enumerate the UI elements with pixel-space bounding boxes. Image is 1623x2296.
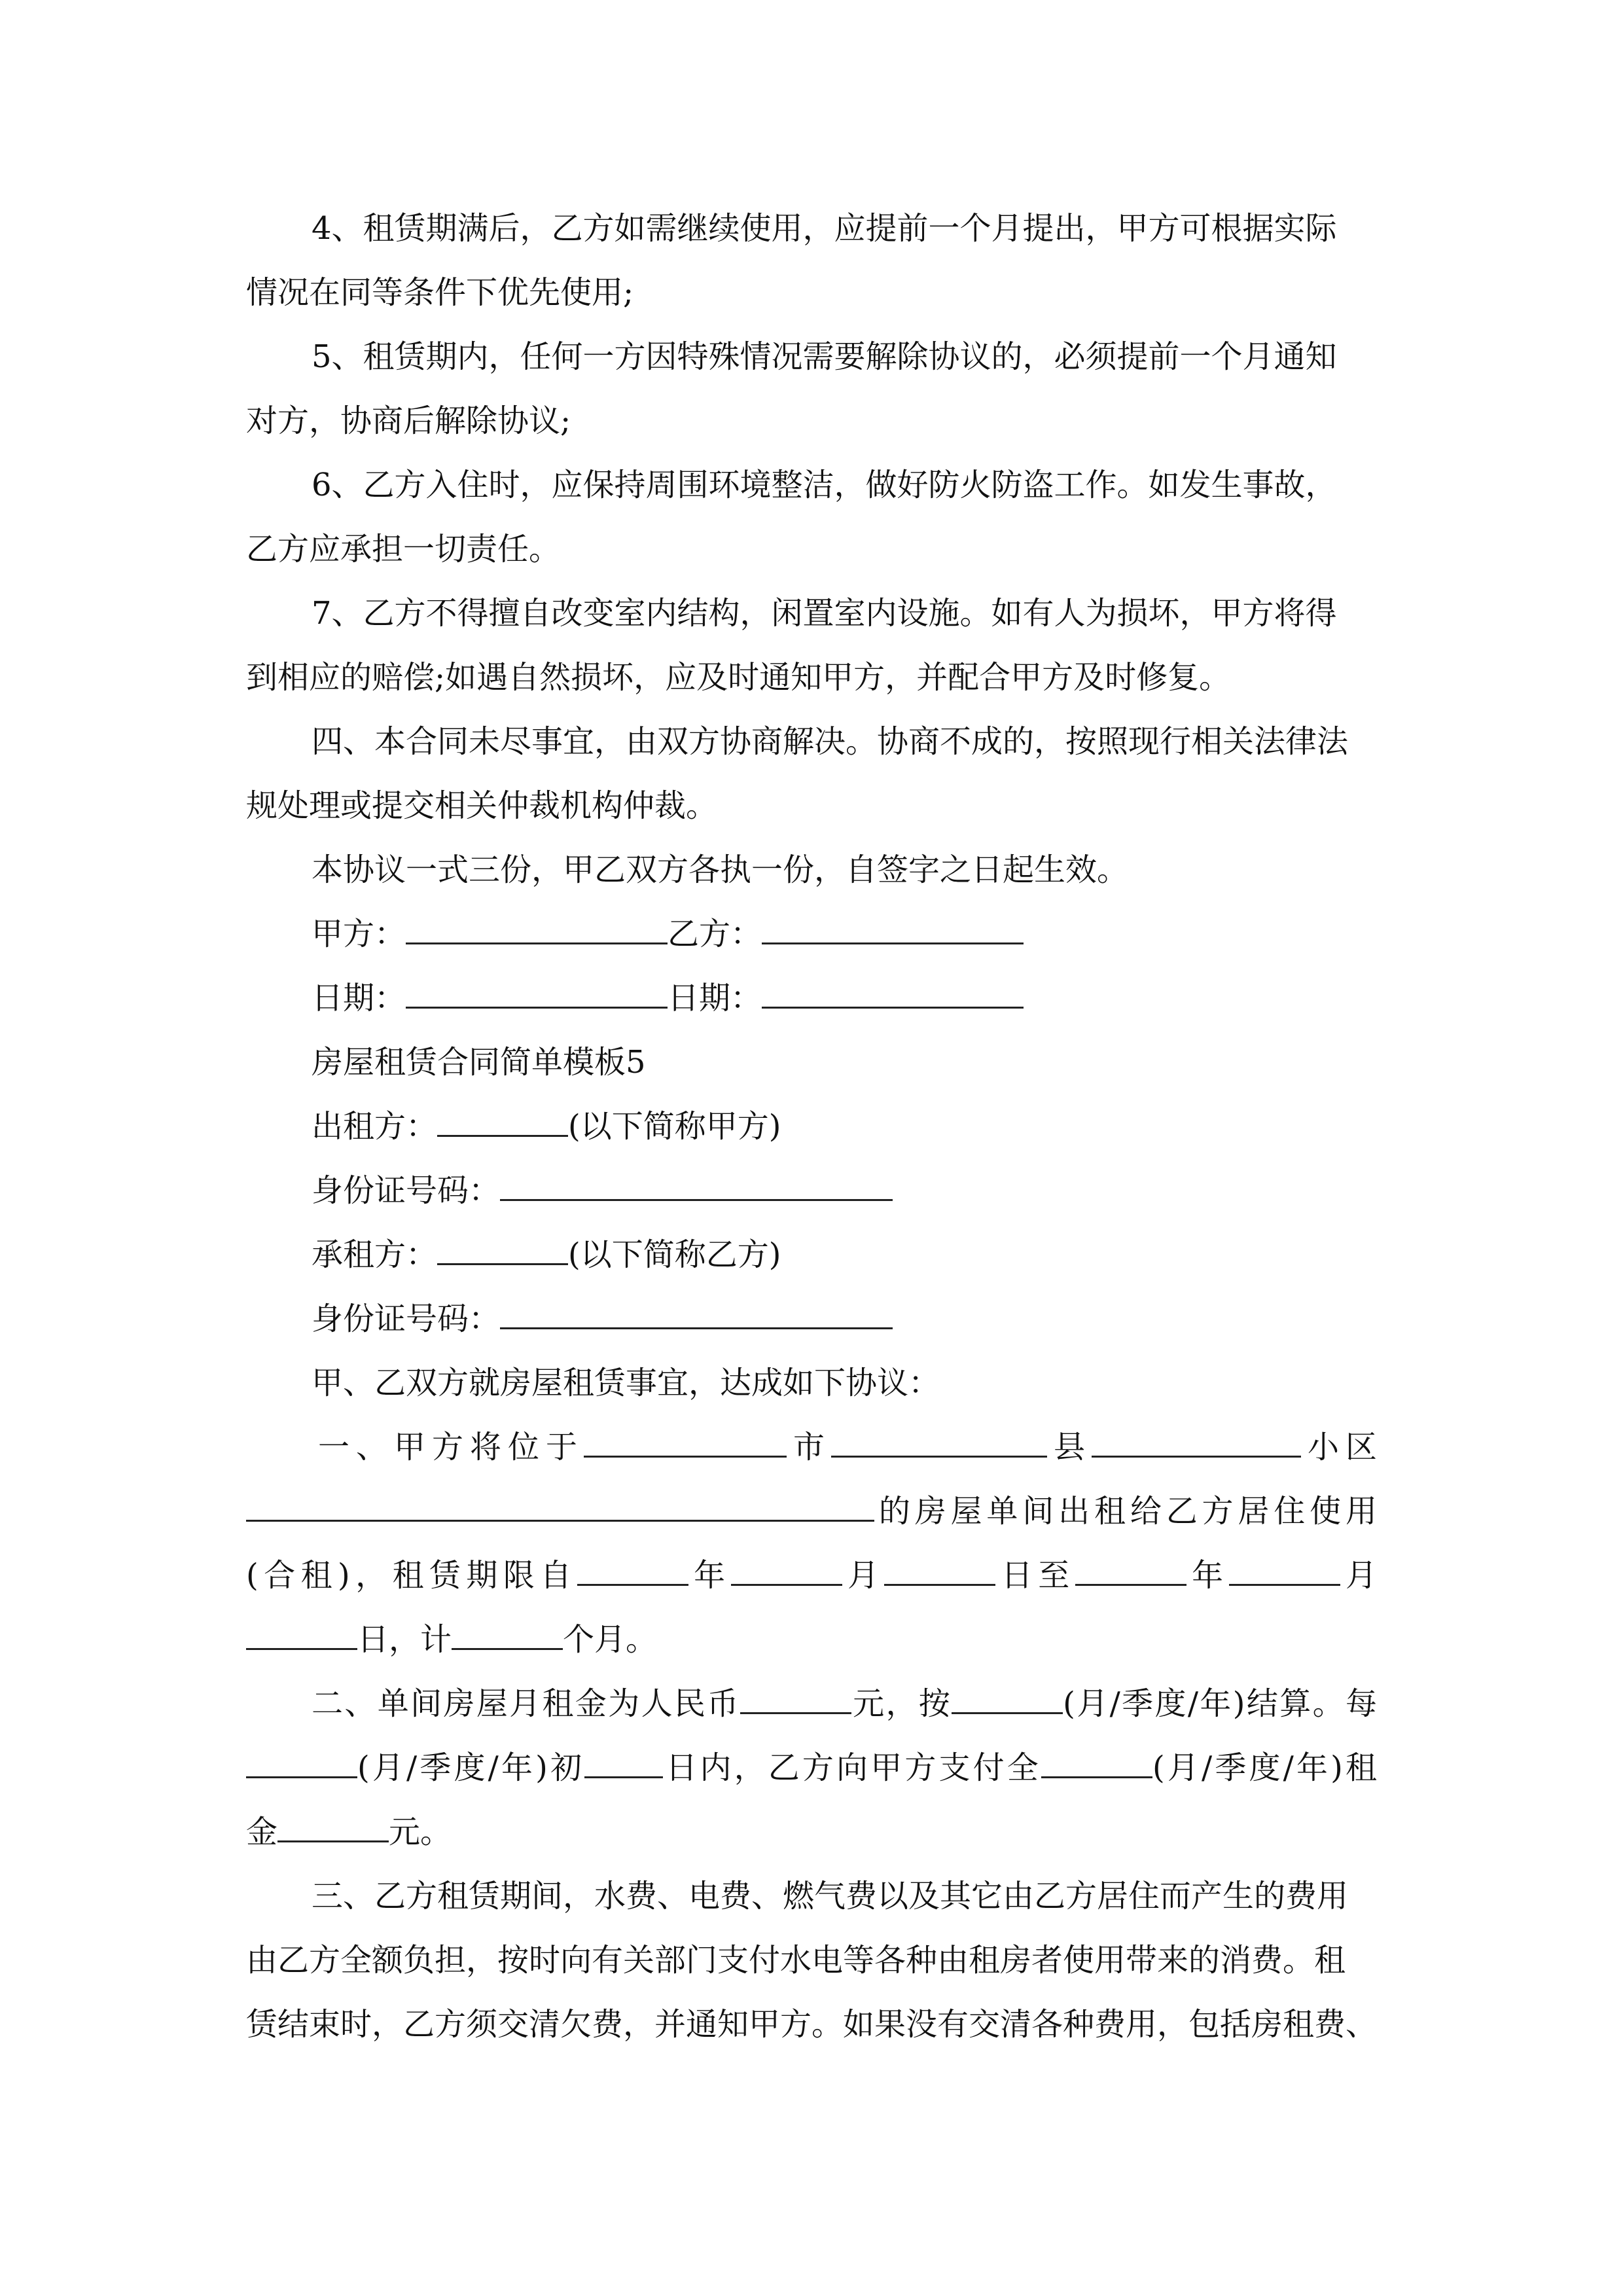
month-count-blank[interactable] xyxy=(452,1622,563,1650)
clause-3-line-2: 由乙方全额负担，按时向有关部门支付水电等各种由租房者使用带来的消费。租 xyxy=(246,1942,1346,1979)
clause-4-line-1: 4、租赁期满后，乙方如需继续使用，应提前一个月提出，甲方可根据实际 xyxy=(312,210,1337,247)
party-b-label: 乙方： xyxy=(668,916,762,952)
clause-3-line-3: 赁结束时，乙方须交清欠费，并通知甲方。如果没有交清各种费用，包括房租费、 xyxy=(246,2006,1378,2043)
monthly-rent-blank[interactable] xyxy=(740,1686,851,1714)
clause-2-text-d: (月/季度/年)初 xyxy=(357,1749,585,1786)
lessor-row xyxy=(246,1094,1377,1158)
settlement-period-blank[interactable] xyxy=(952,1686,1063,1714)
article-4-line-1: 四、本合同未尽事宜，由双方协商解决。协商不成的，按照现行相关法律法 xyxy=(312,723,1349,760)
party-b-blank[interactable] xyxy=(762,916,1024,944)
clause-1-line-3 xyxy=(246,1543,1377,1607)
year-label-2: 年 xyxy=(1186,1557,1229,1594)
county-blank[interactable] xyxy=(831,1429,1047,1458)
clause-3-line-1: 三、乙方租赁期间，水费、电费、燃气费以及其它由乙方居住而产生的费用 xyxy=(312,1878,1349,1914)
lessor-id-label: 身份证号码： xyxy=(312,1172,501,1209)
lessee-id-blank[interactable] xyxy=(500,1301,893,1329)
lessor-note: (以下简称甲方) xyxy=(568,1108,781,1145)
clause-2-text-e: 日内，乙方向甲方支付全 xyxy=(663,1749,1041,1786)
lessee-row xyxy=(246,1223,1377,1287)
payment-period-blank[interactable] xyxy=(246,1750,357,1778)
end-day-blank[interactable] xyxy=(246,1622,357,1650)
date-row xyxy=(246,966,1377,1030)
clause-7-line-2: 到相应的赔偿;如遇自然损坏，应及时通知甲方，并配合甲方及时修复。 xyxy=(246,659,1231,696)
clause-1-text-b: 的房屋单间出租给乙方居住使用 xyxy=(874,1493,1377,1530)
clause-1-text-a: 一、甲方将位于 xyxy=(318,1429,584,1465)
end-month-blank[interactable] xyxy=(1229,1558,1340,1586)
clause-2-text-a: 二、单间房屋月租金为人民币 xyxy=(312,1685,740,1722)
months-label: 个月。 xyxy=(563,1621,658,1658)
clause-5-line-1: 5、租赁期内，任何一方因特殊情况需要解除协议的，必须提前一个月通知 xyxy=(312,338,1337,375)
start-day-blank[interactable] xyxy=(884,1558,995,1586)
end-year-blank[interactable] xyxy=(1075,1558,1186,1586)
lessee-id-label: 身份证号码： xyxy=(312,1300,501,1337)
lessee-id-row xyxy=(246,1287,1377,1351)
community-label: 小区 xyxy=(1300,1429,1377,1465)
clause-1-text-c: (合租)，租赁期限自 xyxy=(246,1557,577,1594)
date-a-label: 日期： xyxy=(312,980,406,1016)
lessor-id-row xyxy=(246,1158,1377,1223)
city-blank[interactable] xyxy=(584,1429,787,1458)
start-year-blank[interactable] xyxy=(577,1558,688,1586)
start-month-blank[interactable] xyxy=(731,1558,842,1586)
full-period-blank[interactable] xyxy=(1041,1750,1152,1778)
clause-2-text-b: 元，按 xyxy=(851,1685,952,1722)
month-label-2: 月 xyxy=(1340,1557,1377,1594)
lessee-label: 承租方： xyxy=(312,1236,438,1273)
rent-amount-blank[interactable] xyxy=(277,1814,389,1842)
clause-6-line-2: 乙方应承担一切责任。 xyxy=(246,531,561,567)
clause-2-text-f: (月/季度/年)租 xyxy=(1152,1749,1377,1786)
copies-statement: 本协议一式三份，甲乙双方各执一份，自签字之日起生效。 xyxy=(312,852,1129,888)
clause-6-line-1: 6、乙方入住时，应保持周围环境整洁，做好防火防盗工作。如发生事故， xyxy=(312,467,1337,503)
agreement-intro: 甲、乙双方就房屋租赁事宜，达成如下协议： xyxy=(312,1365,940,1401)
clause-1-line-2 xyxy=(246,1479,1377,1543)
year-label-1: 年 xyxy=(688,1557,731,1594)
clause-2-line-1 xyxy=(246,1672,1377,1736)
clause-7-line-1: 7、乙方不得擅自改变室内结构，闲置室内设施。如有人为损坏，甲方将得 xyxy=(312,595,1337,632)
lessor-id-blank[interactable] xyxy=(500,1173,893,1201)
document-body xyxy=(246,196,1377,2056)
day-count-label: 日，计 xyxy=(357,1621,452,1658)
clause-2-text-g: 金 xyxy=(246,1814,278,1850)
address-blank[interactable] xyxy=(246,1494,874,1522)
clause-2-line-3 xyxy=(246,1800,1377,1864)
clause-2-line-2 xyxy=(246,1736,1377,1800)
payment-days-blank[interactable] xyxy=(584,1750,663,1778)
template-5-title: 房屋租赁合同简单模板5 xyxy=(312,1044,646,1081)
lessor-blank[interactable] xyxy=(437,1109,568,1137)
lessor-label: 出租方： xyxy=(312,1108,438,1145)
city-label: 市 xyxy=(786,1429,831,1465)
party-a-label: 甲方： xyxy=(312,916,406,952)
lessee-blank[interactable] xyxy=(437,1237,568,1265)
clause-1-line-1 xyxy=(246,1415,1377,1479)
date-b-label: 日期： xyxy=(668,980,762,1016)
lessee-note: (以下简称乙方) xyxy=(568,1236,781,1273)
date-b-blank[interactable] xyxy=(762,980,1024,1009)
community-blank[interactable] xyxy=(1092,1429,1301,1458)
clause-1-line-4 xyxy=(246,1607,1377,1672)
clause-4-line-2: 情况在同等条件下优先使用; xyxy=(246,274,634,311)
signature-row xyxy=(246,902,1377,966)
date-a-blank[interactable] xyxy=(406,980,668,1009)
clause-5-line-2: 对方，协商后解除协议; xyxy=(246,403,571,439)
article-4-line-2: 规处理或提交相关仲裁机构仲裁。 xyxy=(246,787,718,824)
day-to-label: 日至 xyxy=(995,1557,1075,1594)
month-label-1: 月 xyxy=(842,1557,885,1594)
clause-2-text-h: 元。 xyxy=(389,1814,452,1850)
county-label: 县 xyxy=(1046,1429,1092,1465)
clause-2-text-c: (月/季度/年)结算。每 xyxy=(1063,1685,1377,1722)
party-a-blank[interactable] xyxy=(406,916,668,944)
